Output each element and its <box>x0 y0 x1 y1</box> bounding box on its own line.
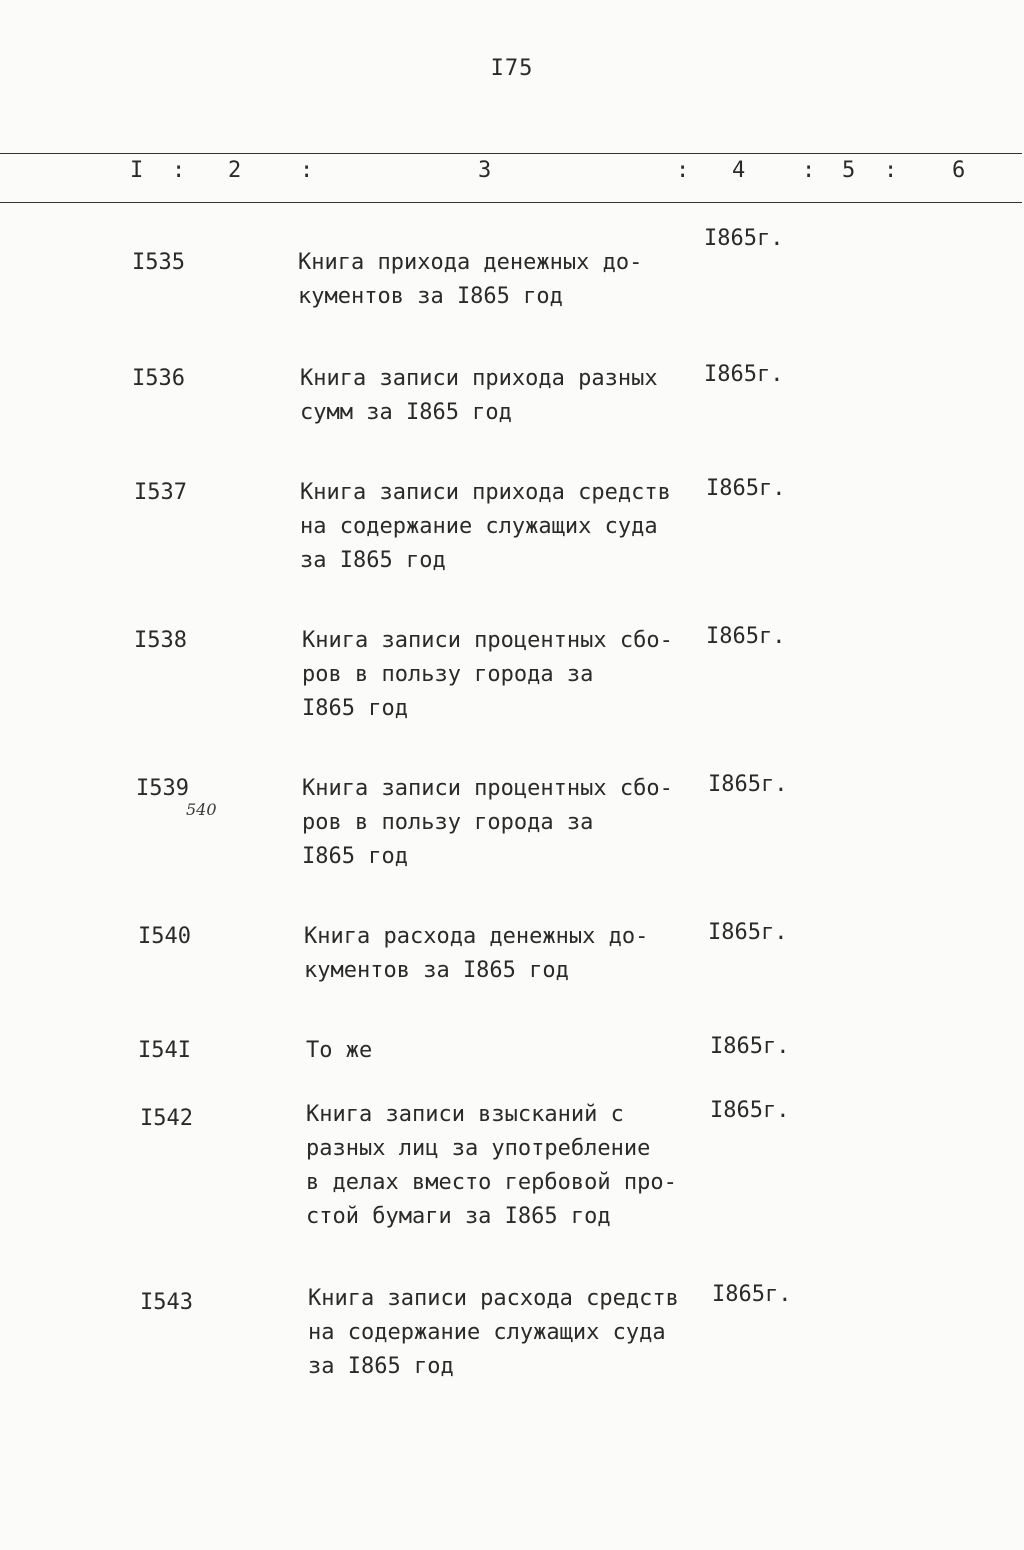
entry-date: I865г. <box>706 624 786 649</box>
column-header-1: I <box>130 158 144 183</box>
entry-title: Книга записи процентных сбо- ров в пользу города за I865 год <box>302 628 673 721</box>
entry-date: I865г. <box>704 362 784 387</box>
entry-date: I865г. <box>708 920 788 945</box>
entry-number: I542 <box>140 1106 193 1131</box>
entry-date: I865г. <box>708 772 788 797</box>
entry-number: I538 <box>134 628 187 653</box>
entry-number: I537 <box>134 480 187 505</box>
entry-number: I539 <box>136 776 189 801</box>
entry-title: Книга записи взысканий с разных лиц за употребление в делах вместо гербовой про- стой бумаги за I865 год <box>306 1102 677 1229</box>
entry-number: I535 <box>132 250 185 275</box>
column-header-row <box>0 158 1024 188</box>
header-bottom-rule <box>0 202 1022 203</box>
entry-date: I865г. <box>704 226 784 251</box>
entry-title: Книга записи прихода средств на содержание служащих суда за I865 год <box>300 480 671 573</box>
column-header-3: 3 <box>478 158 492 183</box>
page-number: I75 <box>490 56 534 81</box>
entry-date: I865г. <box>712 1282 792 1307</box>
entry-number: I536 <box>132 366 185 391</box>
entry-number: I54I <box>138 1038 191 1063</box>
column-separator: : <box>300 158 314 183</box>
entry-title: Книга прихода денежных до- кументов за I865 год <box>298 250 643 309</box>
column-separator: : <box>172 158 186 183</box>
entry-title: То же <box>306 1038 373 1063</box>
entry-date: I865г. <box>710 1098 790 1123</box>
entry-title: Книга расхода денежных до- кументов за I865 год <box>304 924 649 983</box>
column-separator: : <box>676 158 690 183</box>
entry-title: Книга записи расхода средств на содержание служащих суда за I865 год <box>308 1286 679 1379</box>
column-header-5: 5 <box>842 158 856 183</box>
entry-title: Книга записи прихода разных сумм за I865 год <box>300 366 658 425</box>
entry-date: I865г. <box>710 1034 790 1059</box>
entry-title: Книга записи процентных сбо- ров в пользу города за I865 год <box>302 776 673 869</box>
column-separator: : <box>884 158 898 183</box>
entry-date: I865г. <box>706 476 786 501</box>
column-header-2: 2 <box>228 158 242 183</box>
column-header-6: 6 <box>952 158 966 183</box>
column-separator: : <box>802 158 816 183</box>
entry-number: I540 <box>138 924 191 949</box>
entry-number: I543 <box>140 1290 193 1315</box>
column-header-4: 4 <box>732 158 746 183</box>
handwritten-annotation: 540 <box>186 800 217 819</box>
header-top-rule <box>0 153 1022 154</box>
